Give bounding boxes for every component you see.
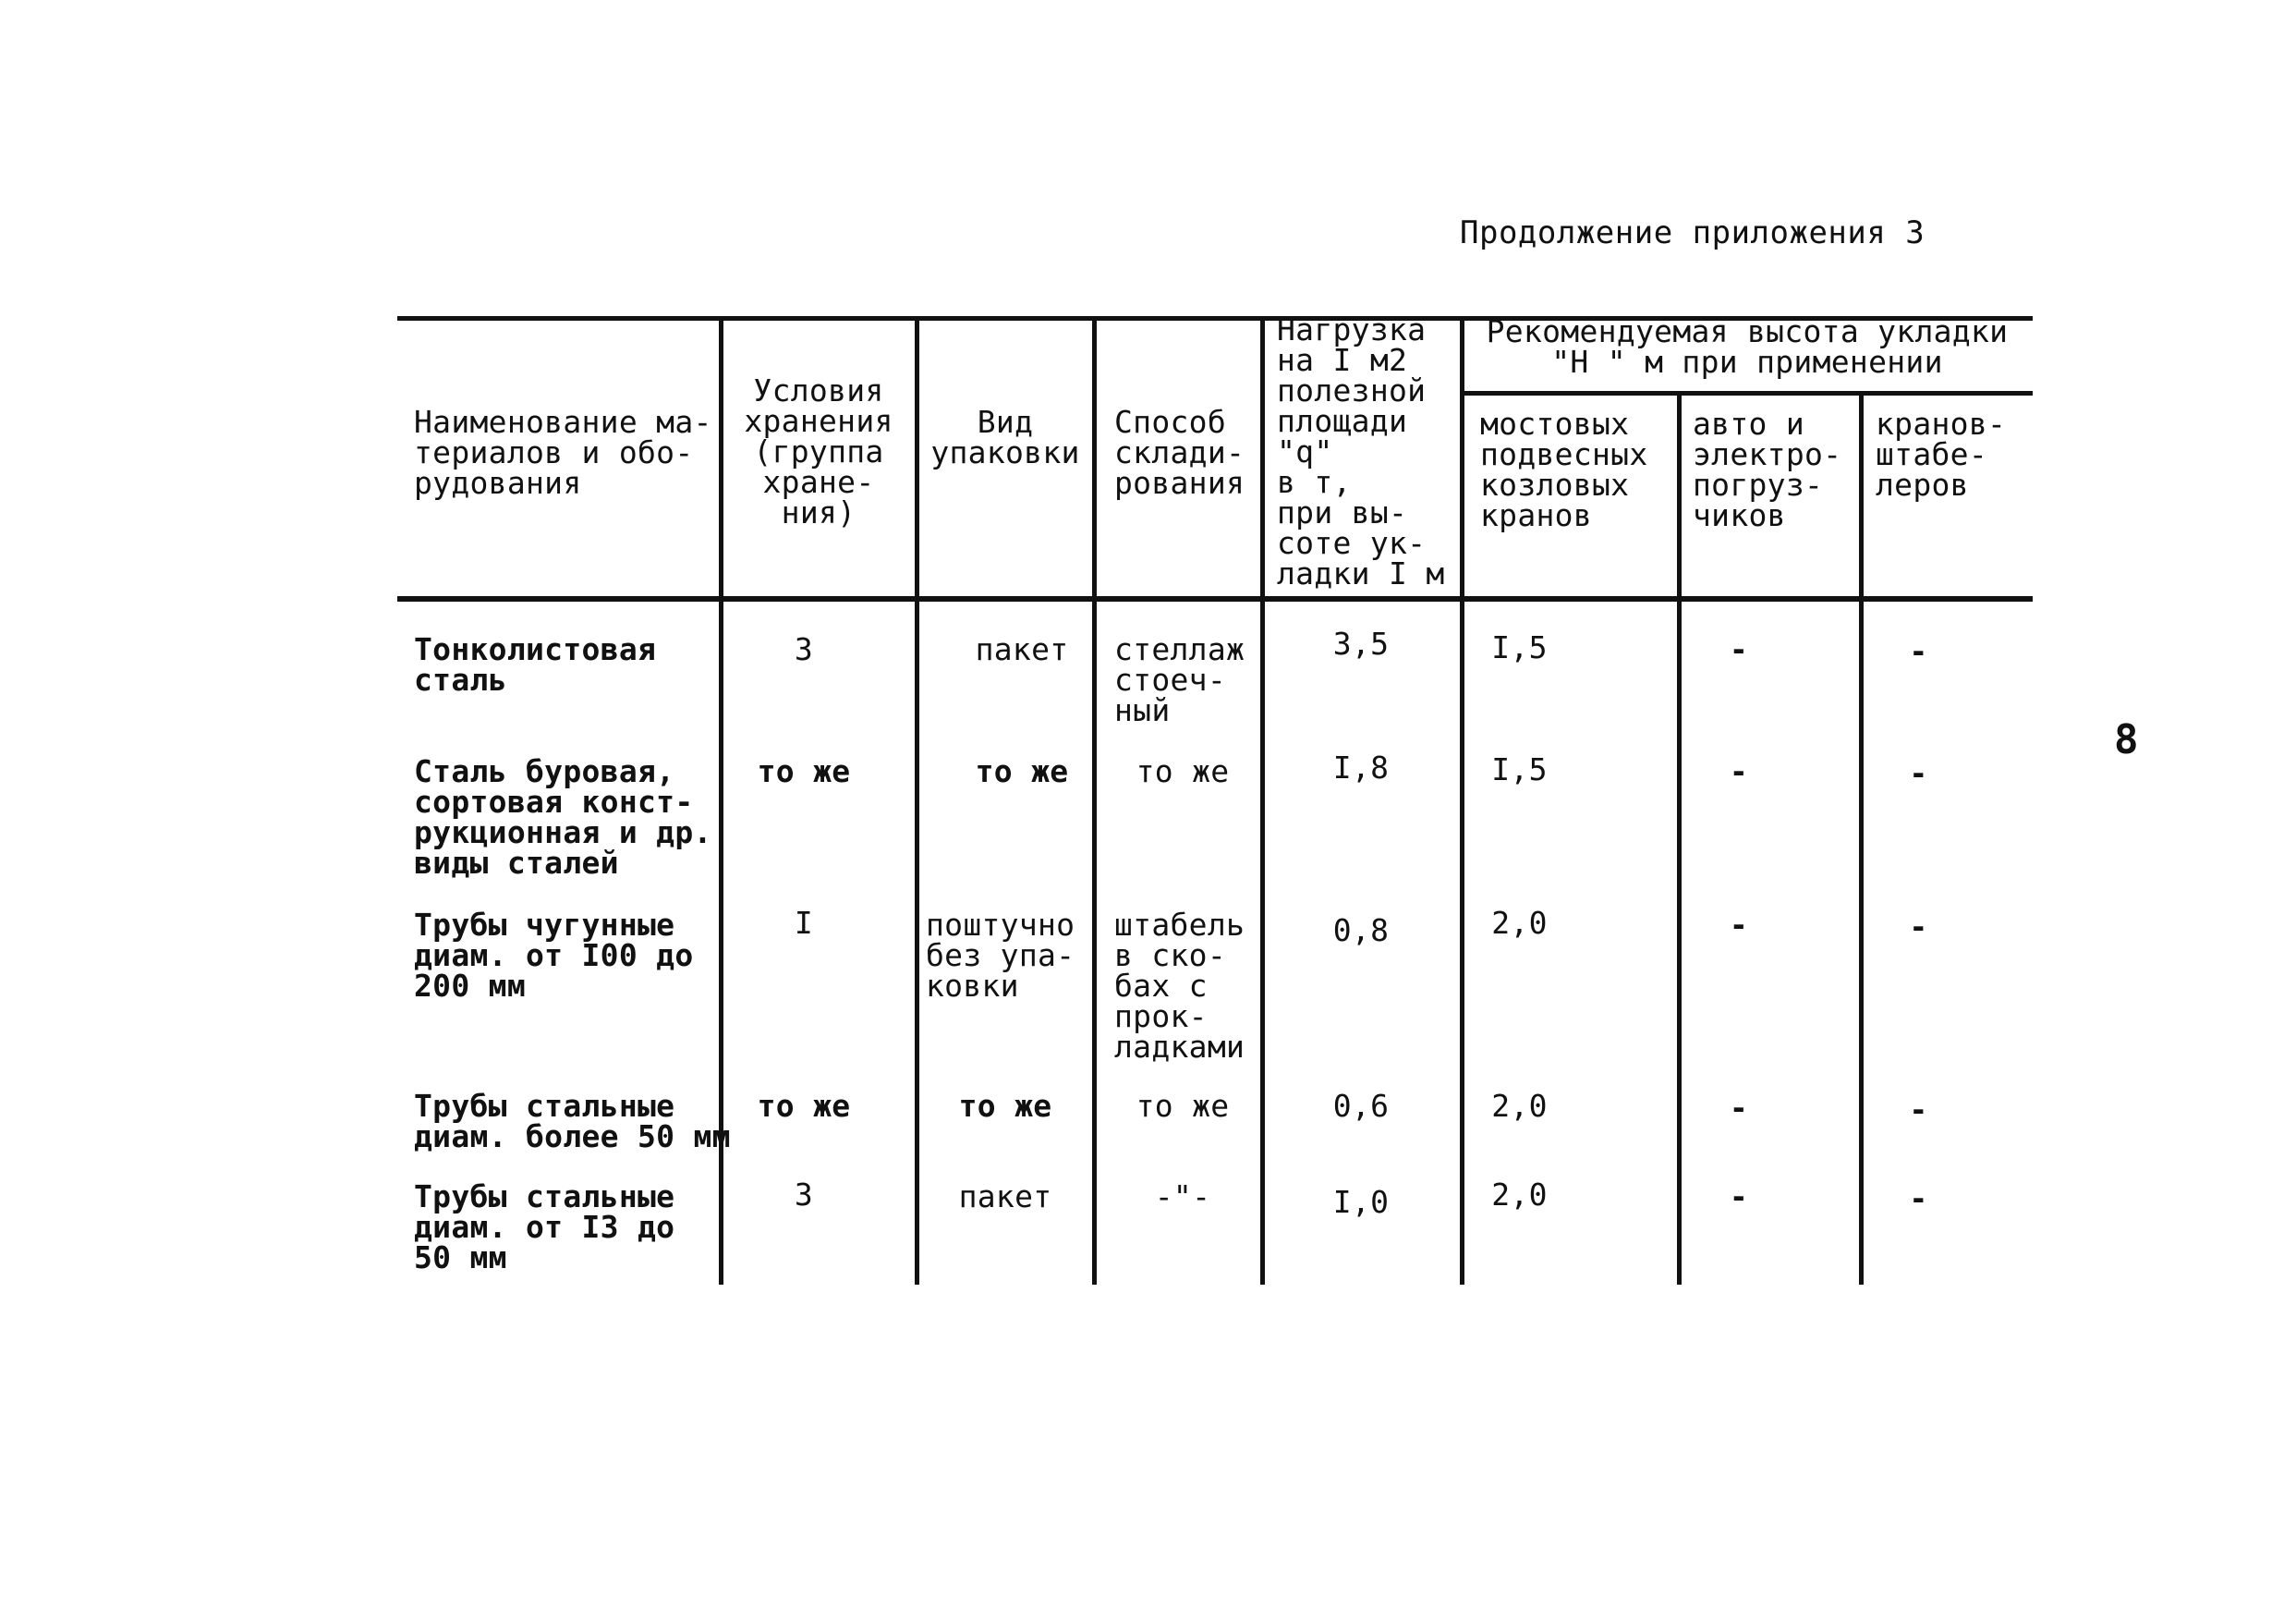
row-2-load: I,8 (1332, 750, 1390, 786)
row-4-cranes: 2,0 (1491, 1088, 1548, 1124)
row-2-method: то же (1136, 753, 1230, 789)
row-5-method: -"- (1154, 1178, 1211, 1214)
row-2-stackers: - (1909, 755, 1928, 791)
row-3-loaders: - (1729, 907, 1749, 943)
row-5-stackers: - (1909, 1180, 1928, 1216)
row-5-name: Трубы стальные диам. от I3 до 50 мм (414, 1178, 675, 1275)
row-3-cranes: 2,0 (1491, 905, 1548, 941)
col-header-loaders: авто и электро- погруз- чиков (1693, 406, 1842, 533)
col-divider-6 (1677, 391, 1682, 1285)
row-3-method: штабель в ско- бах с прок- ладками (1114, 907, 1245, 1065)
row-1-name: Тонколистовая сталь (414, 631, 657, 698)
col-header-load: Нагрузка на I м2 полезной площади "q" в т, при вы- соте ук- ладки I м (1277, 311, 1445, 591)
col-header-recommended: Рекомендуемая высота укладки "Н " м при применении (1486, 313, 2009, 380)
row-2-packaging: то же (975, 753, 1069, 789)
row-1-stackers: - (1909, 633, 1928, 669)
row-1-load: 3,5 (1332, 626, 1390, 662)
row-3-stackers: - (1909, 909, 1928, 945)
row-1-packaging: пакет (975, 631, 1069, 667)
row-5-cranes: 2,0 (1491, 1177, 1548, 1213)
row-5-load: I,0 (1332, 1184, 1390, 1220)
row-3-load: 0,8 (1332, 912, 1390, 948)
row-5-packaging: пакет (958, 1178, 1052, 1214)
row-1-loaders: - (1729, 631, 1749, 667)
row-2-storage: то же (757, 753, 851, 789)
col-header-method: Способ склади- рования (1114, 404, 1245, 501)
header-bottom-rule (397, 596, 2033, 602)
row-3-packaging: поштучно без упа- ковки (926, 907, 1075, 1004)
row-4-name: Трубы стальные диам. более 50 мм (414, 1088, 731, 1154)
col-divider-5 (1460, 316, 1464, 1285)
row-5-loaders: - (1729, 1178, 1749, 1214)
row-4-loaders: - (1729, 1090, 1749, 1126)
row-2-name: Сталь буровая, сортовая конст- рукционная и др. виды сталей (414, 753, 712, 881)
col-header-stackers: кранов- штабе- леров (1876, 406, 2007, 503)
row-1-method: стеллаж стоеч- ный (1114, 631, 1245, 728)
materials-table (397, 294, 2033, 1285)
row-4-stackers: - (1909, 1091, 1928, 1128)
col-header-cranes: мостовых подвесных козловых кранов (1480, 406, 1648, 533)
row-3-name: Трубы чугунные диам. от I00 до 200 мм (414, 907, 694, 1004)
row-1-storage: 3 (794, 631, 814, 667)
col-header-name: Наименование ма- териалов и обо- рудования (414, 404, 712, 501)
row-5-storage: 3 (794, 1177, 814, 1213)
row-2-loaders: - (1729, 753, 1749, 789)
row-3-storage: I (794, 905, 814, 941)
col-header-storage: Условия хранения (группа хране- ния) (744, 372, 893, 531)
page-header: Продолжение приложения 3 (1460, 214, 1925, 251)
row-4-method: то же (1136, 1088, 1230, 1124)
col-header-packaging: Вид упаковки (930, 404, 1080, 470)
row-4-packaging: то же (958, 1088, 1052, 1124)
col-divider-4 (1260, 316, 1265, 1285)
recommended-subheader-rule (1460, 391, 2033, 396)
row-2-cranes: I,5 (1491, 751, 1548, 787)
row-4-storage: то же (757, 1088, 851, 1124)
col-divider-7 (1859, 391, 1864, 1285)
row-1-cranes: I,5 (1491, 629, 1548, 665)
page-number: 8 (2114, 716, 2139, 763)
row-4-load: 0,6 (1332, 1088, 1390, 1124)
